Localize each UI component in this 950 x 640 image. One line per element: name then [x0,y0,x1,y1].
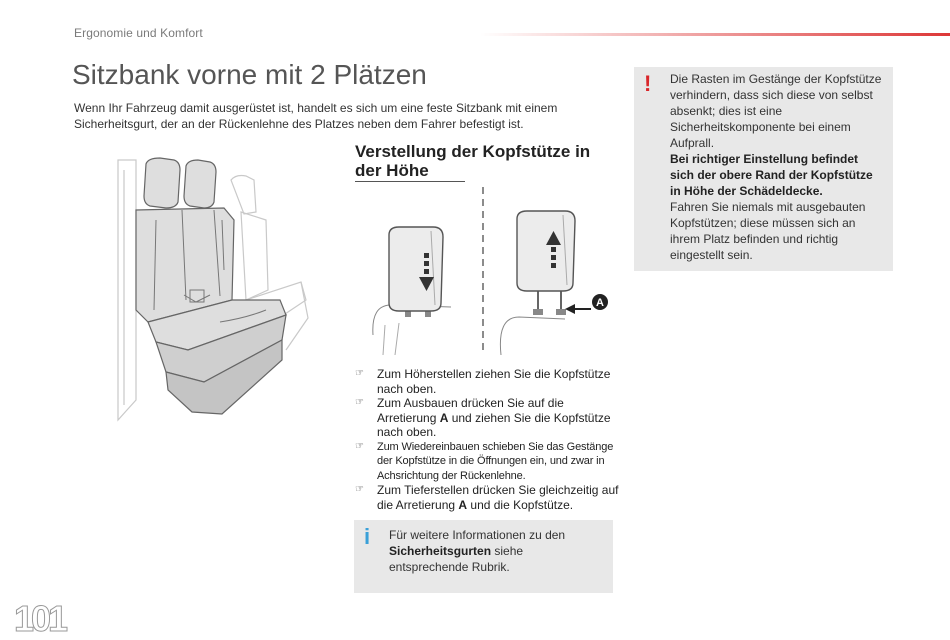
info-icon: i [364,524,371,549]
list-item: ☞ Zum Ausbauen drücken Sie auf die Arretierung A und ziehen Sie die Kopfstütze nach oben. [355,396,611,439]
headrest-lowered [373,227,451,355]
warning-box [634,67,893,271]
headrest-heading: Verstellung der Kopfstütze in der Höhe [355,142,591,180]
page-title: Sitzbank vorne mit 2 Plätzen [72,59,427,90]
headrest-raised [500,211,608,355]
adjustment-steps [355,367,620,512]
list-item: ☞ Zum Wiedereinbauen schieben Sie das Gestänge der Kopfstütze in die Öffnungen ein, und zwar in Achsrichtung der Rückenlehne. [355,440,614,482]
page-number: 101 [14,598,66,639]
latch-label-a: A [596,297,604,309]
pointer-icon: ☞ [355,440,364,452]
info-box [354,520,613,593]
headrest-adjustment-illustration [355,185,615,360]
exclamation-icon: ! [644,71,652,96]
header-rule [480,33,950,36]
warning-text: Die Rasten im Gestänge der Kopfstütze verhindern, dass sich diese von selbst absenkt; dies ist eine Sicherheitskomponente bei einem Aufprall. Bei richtiger Einstellung befindet sich der obere Rand der Kopfstütze in Höhe der Schädeldecke. Fahren Sie niemals mit ausgebauten Kopfstützen; diese müssen sich an ihrem Platz befinden und richtig eingestellt sein. [670,72,882,262]
pointer-icon: ☞ [355,397,364,408]
pointer-icon: ☞ [355,484,364,495]
info-text: Für weitere Informationen zu den Sicherheitsgurten siehe entsprechende Rubrik. [389,528,566,574]
section-label: Ergonomie und Komfort [74,26,203,40]
list-item: ☞ Zum Höherstellen ziehen Sie die Kopfstütze nach oben. [355,367,611,396]
heading-rule [355,181,465,182]
intro-paragraph: Wenn Ihr Fahrzeug damit ausgerüstet ist, handelt es sich um eine feste Sitzbank mit einem Sicherheitsgurt, der an der Rückenlehne des Platzes neben dem Fahrer befestigt ist. [74,101,558,131]
list-item: ☞ Zum Tieferstellen drücken Sie gleichzeitig auf die Arretierung A und die Kopfstütze. [355,483,619,512]
pointer-icon: ☞ [355,368,364,379]
seat-bench-illustration [96,150,336,440]
